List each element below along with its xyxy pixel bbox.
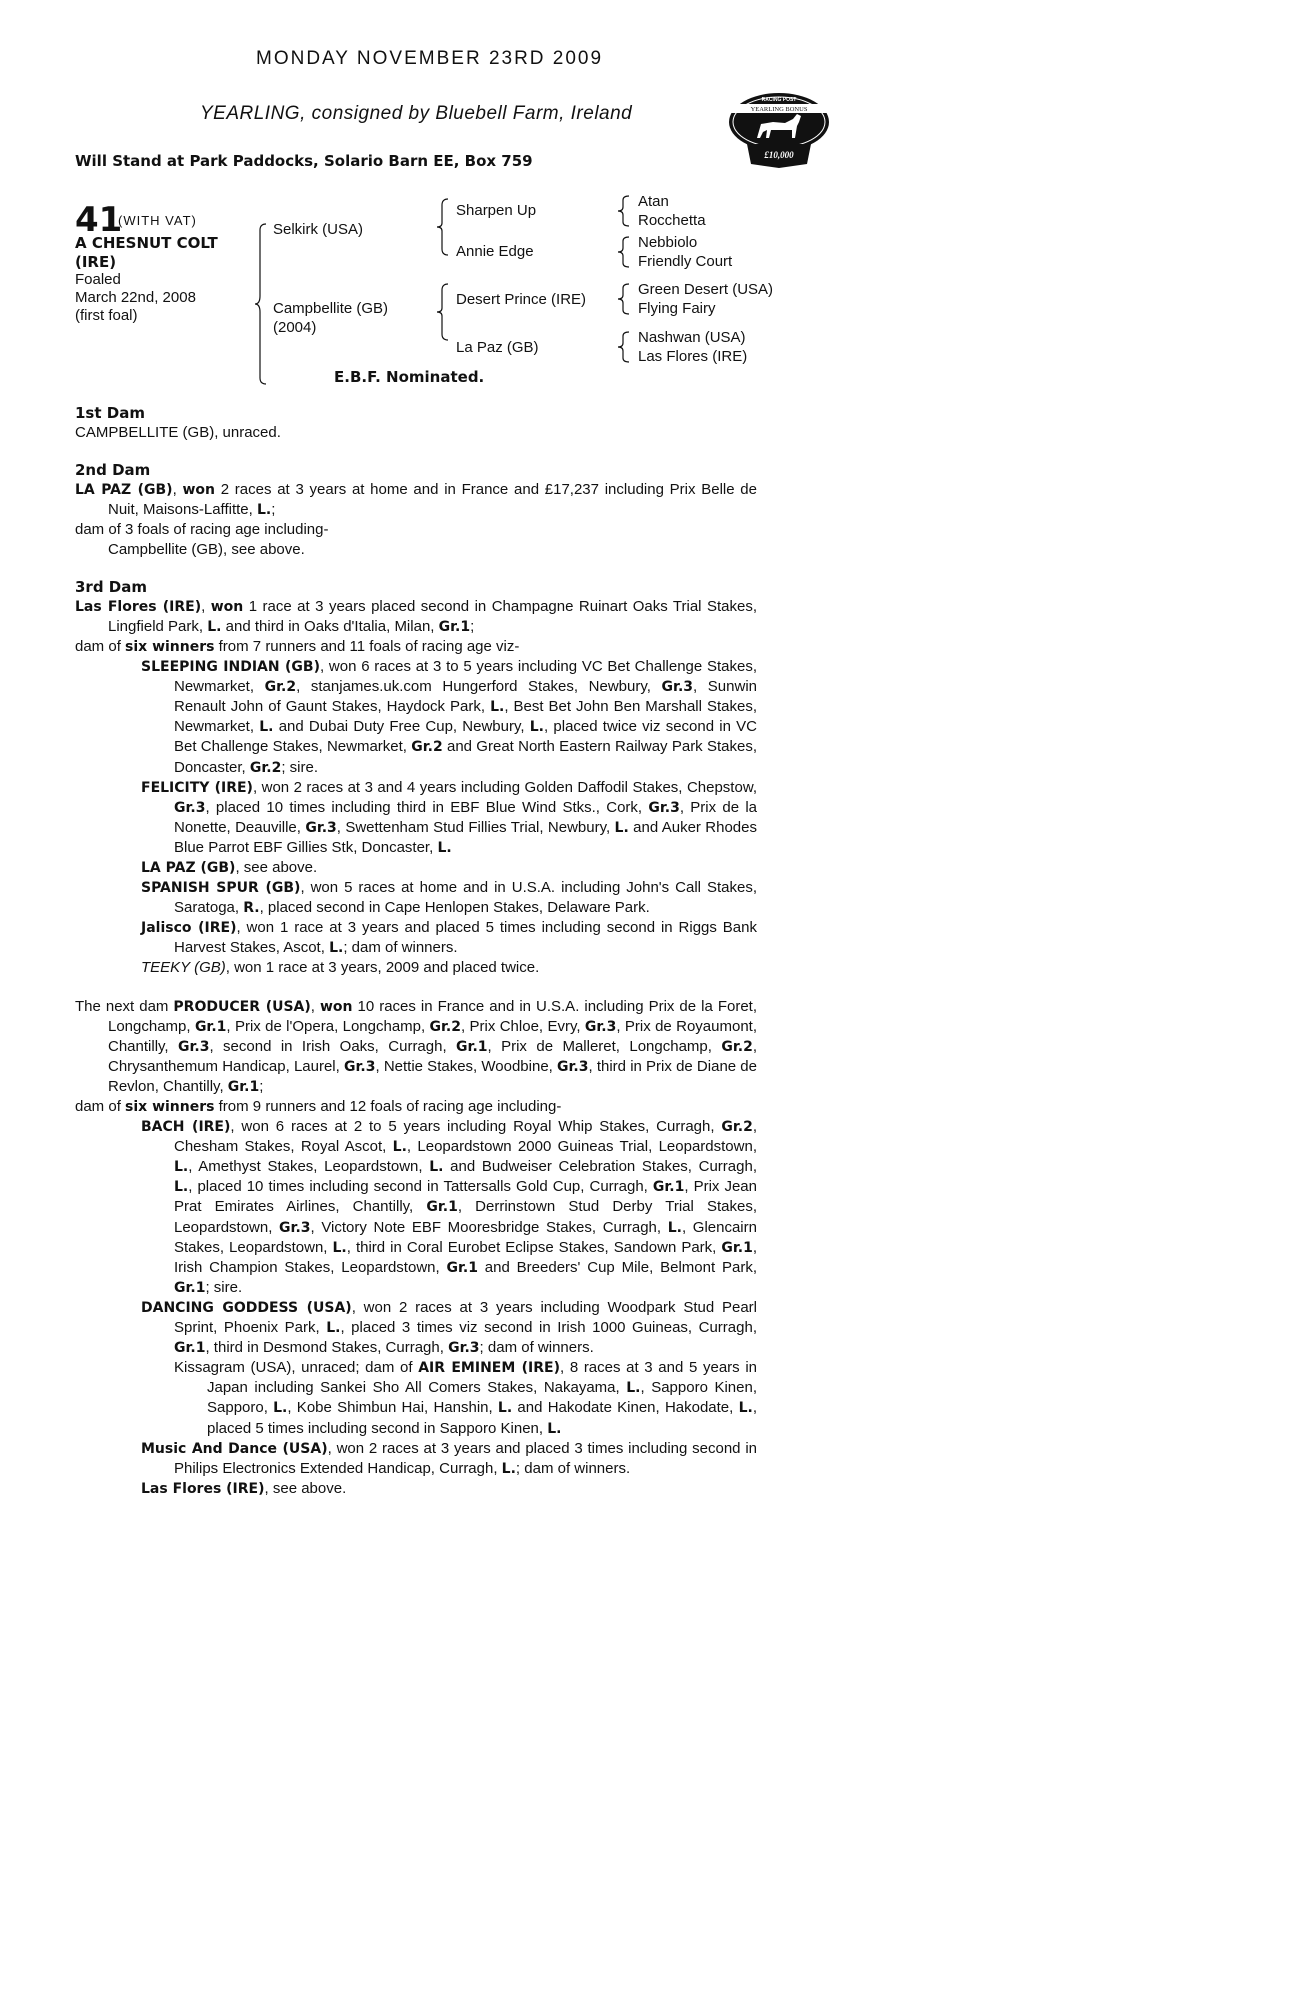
next-dam-produce: dam of six winners from 9 runners and 12 foals of racing age including- [75,1098,562,1115]
consignment-line: YEARLING, consigned by Bluebell Farm, Ireland [200,103,633,124]
foal-jalisco: Jalisco (IRE), won 1 race at 3 years and placed 5 times including second in Riggs Bank Harvest Stakes, Ascot, L.; dam of winners. [141,919,757,957]
pedigree-g7: Nashwan (USA) [638,329,746,346]
badge-top-text: RACING POST [761,97,797,103]
pedigree-g4: Friendly Court [638,253,733,270]
pedigree-g2: Rocchetta [638,212,706,229]
foal-dancing-goddess: DANCING GODDESS (USA), won 2 races at 3 years including Woodpark Stud Pearl Sprint, Phoenix Park, L., placed 3 times viz second in Irish 1000 Guineas, Curragh, Gr.1, third in Desmond Stakes, Curragh, Gr.3; dam of winners. [141,1298,758,1357]
pedigree-notes [75,404,757,1499]
foal-kissagram: Kissagram (USA), unraced; dam of AIR EMINEM (IRE), 8 races at 3 and 5 years in Japan including Sankei Sho All Comers Stakes, Nakayama, L., Sapporo Kinen, Sapporo, L., Kobe Shimbun Hai, Hanshin, L. and Hakodate Kinen, Hakodate, L., placed 5 times including second in Sapporo Kinen, L. [174,1359,758,1437]
pedigree-g3: Nebbiolo [638,234,698,251]
second-dam-produce: dam of 3 foals of racing age including- [75,521,329,539]
pedigree-brace-g3 [617,282,631,316]
pedigree-g6: Flying Fairy [638,300,716,317]
pedigree-dam-year: (2004) [273,319,317,336]
first-dam-heading: 1st Dam [75,404,145,422]
ebf-nominated: E.B.F. Nominated. [334,368,485,386]
second-dam-entry: LA PAZ (GB), won 2 races at 3 years at home and in France and £17,237 including Prix Belle de Nuit, Maisons-Laffitte, L.; [75,481,757,519]
foal-las-flores: Las Flores (IRE), see above. [141,1479,347,1497]
badge-amount: £10,000 [764,150,794,160]
second-dam-heading: 2nd Dam [75,461,151,480]
pedigree-g8: Las Flores (IRE) [638,348,748,365]
pedigree-brace-g4 [617,330,631,364]
pedigree-g1: Atan [638,193,669,210]
lot-foaled: Foaled March 22nd, 2008 (first foal) [75,271,196,324]
third-dam-heading: 3rd Dam [75,577,147,596]
first-dam-text: CAMPBELLITE (GB), unraced. [75,424,281,442]
lot-description-line-1: A CHESNUT COLT [75,234,218,252]
pedigree-brace-g1 [617,194,631,228]
pedigree-sire-dam: Annie Edge [456,243,534,260]
lot-vat: (WITH VAT) [118,213,197,228]
pedigree-sire: Selkirk (USA) [273,221,364,238]
next-dam-entry: The next dam PRODUCER (USA), won 10 races in France and in U.S.A. including Prix de la Foret, Longchamp, Gr.1, Prix de l'Opera, Longchamp, Gr.2, Prix Chloe, Evry, Gr.3, Prix de Royaumont, Chantilly, Gr.3, second in Irish Oaks, Curragh, Gr.1, Prix de Malleret, Longchamp, Gr.2, Chrysanthemum Handicap, Laurel, Gr.3, Nettie Stakes, Woodbine, Gr.3, third in Prix de Diane de Revlon, Chantilly, Gr.1; [75,997,757,1095]
third-dam-entry: Las Flores (IRE), won 1 race at 3 years placed second in Champagne Ruinart Oaks Trial Stakes, Lingfield Park, L. and third in Oaks d'Italia, Milan, Gr.1; [75,597,758,635]
lot-description [75,234,218,272]
foal-teeky: TEEKY (GB), won 1 race at 3 years, 2009 and placed twice. [141,959,540,977]
lot-description-line-2: (IRE) [75,253,117,271]
lot-number: 41 [75,200,123,240]
foal-spanish-spur: SPANISH SPUR (GB), won 5 races at home and in U.S.A. including John's Call Stakes, Saratoga, R., placed second in Cape Henlopen Stakes, Delaware Park. [141,879,757,917]
pedigree-sire-sire: Sharpen Up [456,202,537,219]
pedigree-brace-dam [436,282,450,342]
sale-date: MONDAY NOVEMBER 23RD 2009 [256,48,604,69]
pedigree-g5: Green Desert (USA) [638,281,774,298]
pedigree-brace-main [254,222,268,386]
foal-music-and-dance: Music And Dance (USA), won 2 races at 3 years and placed 3 times including second in Philips Electronics Extended Handicap, Curragh, L.; dam of winners. [141,1439,758,1477]
pedigree-dam-dam: La Paz (GB) [456,339,539,356]
foal-sleeping-indian: SLEEPING INDIAN (GB), won 6 races at 3 to 5 years including VC Bet Challenge Stakes, Newmarket, Gr.2, stanjames.uk.com Hungerford Stakes, Newbury, Gr.3, Sunwin Renault John of Gaunt Stakes, Haydock Park, L., Best Bet John Ben Marshall Stakes, Newmarket, L. and Dubai Duty Free Cup, Newbury, L., placed twice viz second in VC Bet Challenge Stakes, Newmarket, Gr.2 and Great North Eastern Railway Park Stakes, Doncaster, Gr.2; sire. [141,658,758,776]
badge-middle-text: YEARLING BONUS [750,106,808,113]
pedigree-brace-g2 [617,235,631,269]
yearling-bonus-badge [727,92,831,170]
foal-bach: BACH (IRE), won 6 races at 2 to 5 years including Royal Whip Stakes, Curragh, Gr.2, Chesham Stakes, Royal Ascot, L., Leopardstown 2000 Guineas Trial, Leopardstown, L., Amethyst Stakes, Leopardstown, L. and Budweiser Celebration Stakes, Curragh, L., placed 10 times including second in Tattersalls Gold Cup, Curragh, Gr.1, Prix Jean Prat Emirates Airlines, Chantilly, Gr.1, Derrinstown Stud Derby Trial Stakes, Leopardstown, Gr.3, Victory Note EBF Mooresbridge Stakes, Curragh, L., Glencairn Stakes, Leopardstown, L., third in Coral Eurobet Eclipse Stakes, Sandown Park, Gr.1, Irish Champion Stakes, Leopardstown, Gr.1 and Breeders' Cup Mile, Belmont Park, Gr.1; sire. [141,1118,757,1296]
pedigree-dam: Campbellite (GB) [273,300,389,317]
foal-la-paz: LA PAZ (GB), see above. [141,858,318,876]
stand-location: Will Stand at Park Paddocks, Solario Barn EE, Box 759 [75,152,533,170]
second-dam-foal: Campbellite (GB), see above. [108,540,305,558]
pedigree-dam-sire: Desert Prince (IRE) [456,291,587,308]
pedigree-brace-sire [436,197,450,257]
third-dam-produce: dam of six winners from 7 runners and 11 foals of racing age viz- [75,637,520,655]
foal-felicity: FELICITY (IRE), won 2 races at 3 and 4 years including Golden Daffodil Stakes, Chepstow, Gr.3, placed 10 times including third in EBF Blue Wind Stks., Cork, Gr.3, Prix de la Nonette, Deauville, Gr.3, Swettenham Stud Fillies Trial, Newbury, L. and Auker Rhodes Blue Parrot EBF Gillies Stk, Doncaster, L. [141,778,757,856]
